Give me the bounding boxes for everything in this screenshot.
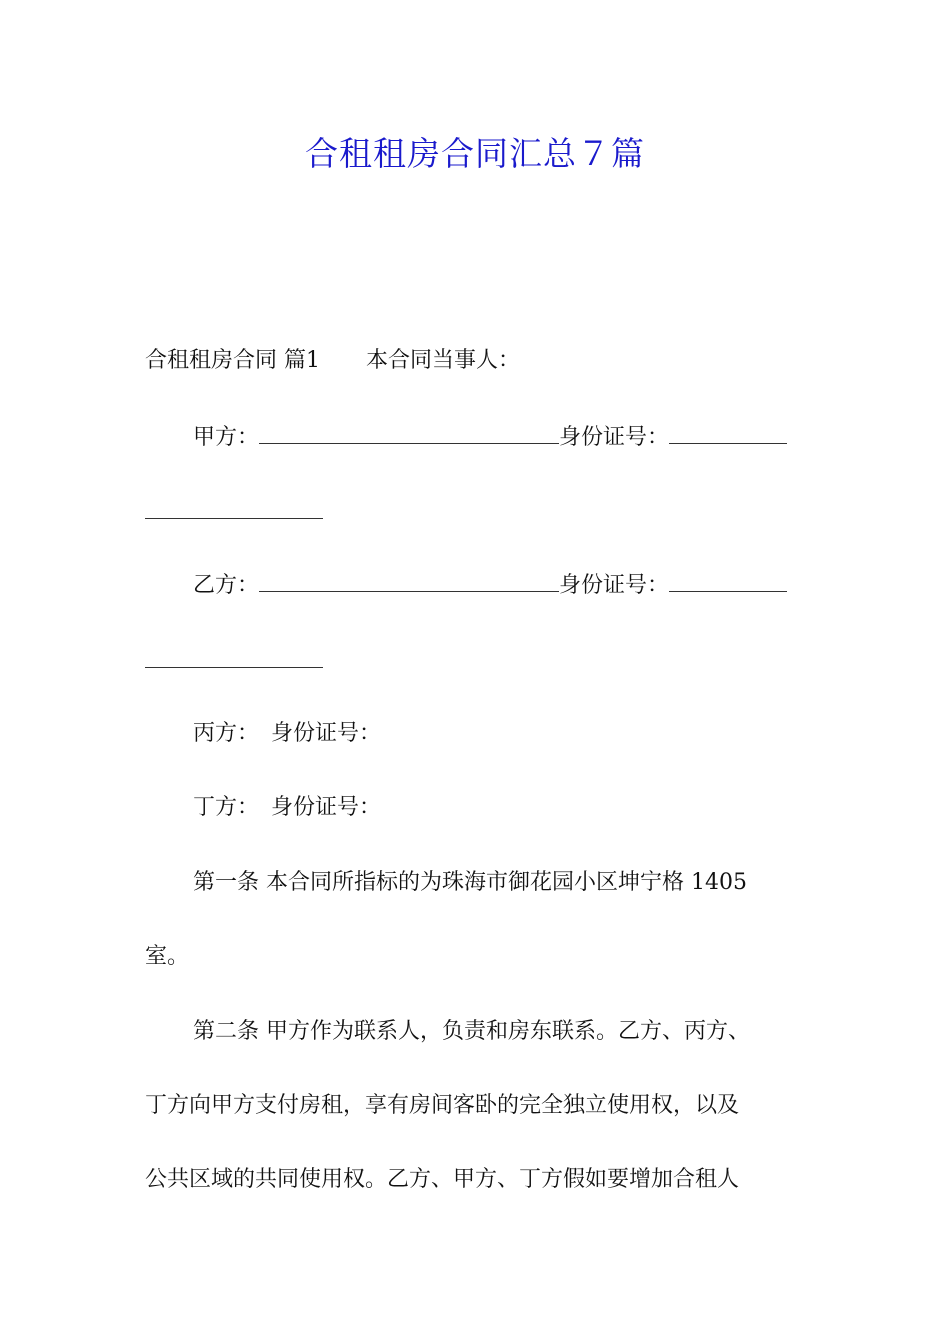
party-d-id-label: 身份证号： bbox=[271, 795, 382, 820]
party-d-line bbox=[193, 793, 381, 823]
document-title: 合租租房合同汇总７篇 bbox=[305, 134, 645, 173]
party-a-id-blank-continued bbox=[145, 518, 323, 519]
party-a-id-label: 身份证号： bbox=[559, 425, 670, 450]
party-a-label: 甲方： bbox=[193, 425, 260, 450]
party-b-label: 乙方： bbox=[193, 573, 260, 598]
party-b-name-blank bbox=[259, 569, 559, 592]
article-2-line-2: 丁方向甲方支付房租，享有房间客卧的完全独立使用权，以及 bbox=[145, 1093, 740, 1118]
party-c-id-label: 身份证号： bbox=[271, 721, 382, 746]
party-b-id-label: 身份证号： bbox=[559, 573, 670, 598]
party-b-line bbox=[193, 569, 787, 601]
party-a-id-blank bbox=[669, 421, 787, 444]
parties-intro: 本合同当事人： bbox=[366, 348, 521, 373]
party-b-id-blank bbox=[669, 569, 787, 592]
party-b-id-blank-continued bbox=[145, 667, 323, 668]
contract-heading-line bbox=[145, 346, 520, 376]
party-a-line bbox=[193, 421, 787, 453]
party-c-label: 丙方： bbox=[193, 721, 260, 746]
party-a-name-blank bbox=[259, 421, 559, 444]
article-1-line-2: 室。 bbox=[145, 944, 190, 969]
contract-heading: 合租租房合同 篇1 bbox=[145, 348, 320, 373]
party-c-line bbox=[193, 719, 381, 749]
article-2-line-3: 公共区域的共同使用权。乙方、甲方、丁方假如要增加合租人 bbox=[145, 1167, 740, 1192]
article-1-line-1: 第一条 本合同所指标的为珠海市御花园小区坤宁格 1405 bbox=[193, 870, 747, 895]
party-d-label: 丁方： bbox=[193, 795, 260, 820]
article-2-line-1: 第二条 甲方作为联系人，负责和房东联系。乙方、丙方、 bbox=[193, 1019, 750, 1044]
